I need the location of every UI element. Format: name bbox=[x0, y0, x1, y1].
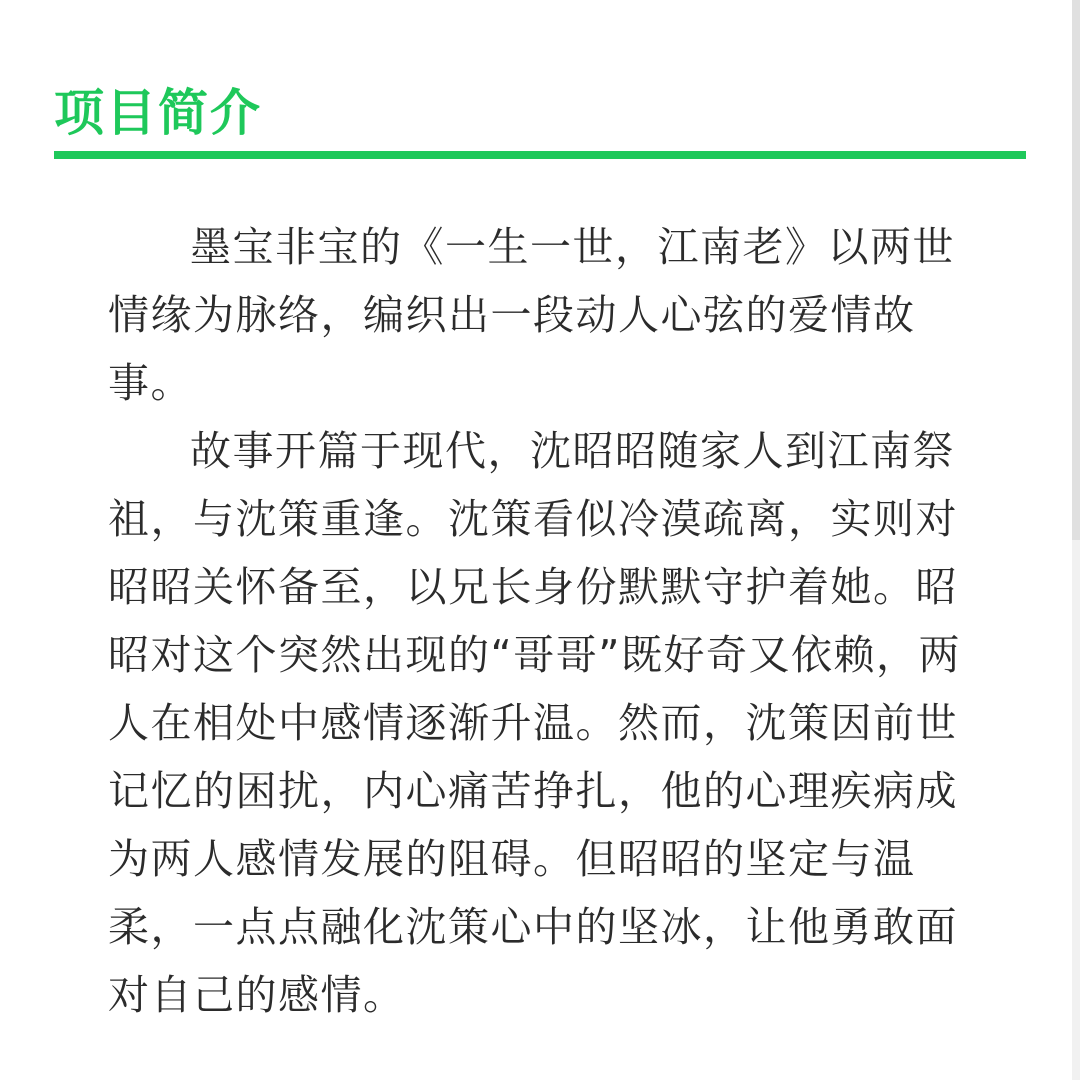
paragraph-1: 墨宝非宝的《一生一世，江南老》以两世情缘为脉络，编织出一段动人心弦的爱情故事。 bbox=[108, 223, 955, 407]
title-underline bbox=[54, 151, 1026, 159]
intro-body bbox=[108, 213, 974, 1029]
scrollbar-thumb[interactable] bbox=[1072, 0, 1080, 540]
paragraph-2: 故事开篇于现代，沈昭昭随家人到江南祭祖，与沈策重逢。沈策看似冷漠疏离，实则对昭昭关怀备至，以兄长身份默默守护着她。昭昭对这个突然出现的“哥哥”既好奇又依赖，两人在相处中感情逐渐升温。然而，沈策因前世记忆的困扰，内心痛苦挣扎，他的心理疾病成为两人感情发展的阻碍。但昭昭的坚定与温柔，一点点融化沈策心中的坚冰，让他勇敢面对自己的感情。 bbox=[108, 427, 961, 1019]
scrollbar[interactable] bbox=[1072, 0, 1080, 1080]
section-title: 项目简介 bbox=[54, 84, 262, 142]
